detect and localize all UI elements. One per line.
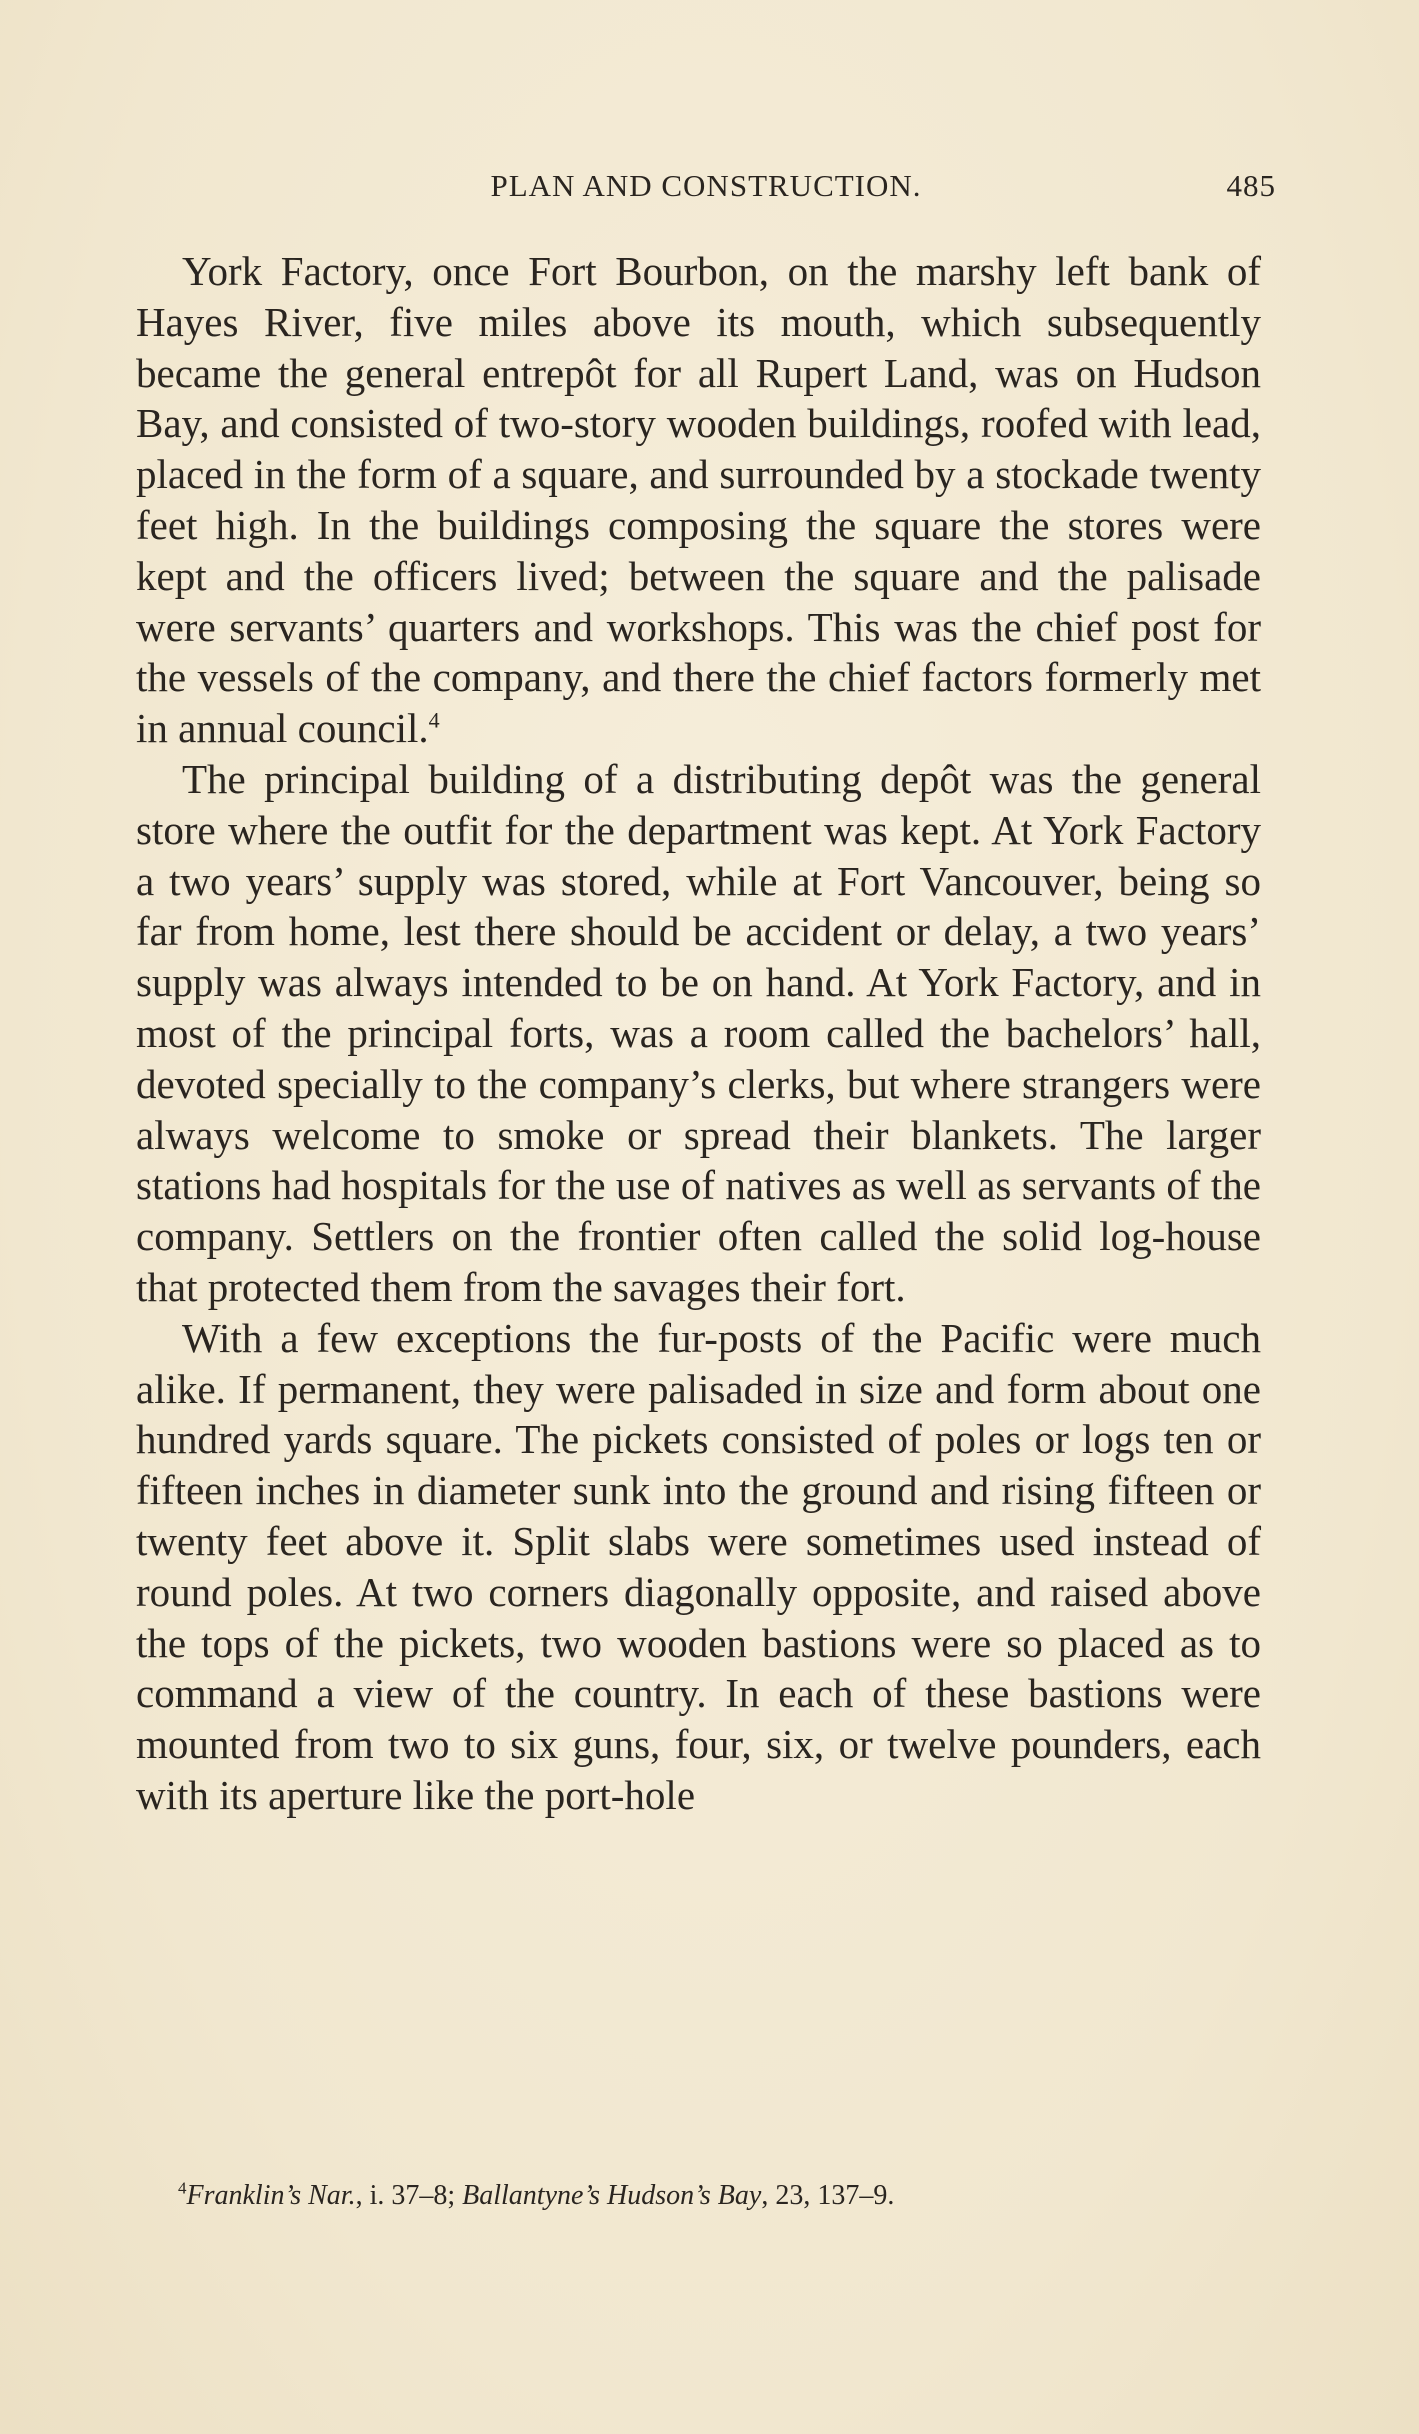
paragraph-general-store bbox=[136, 754, 1261, 1313]
running-head: PLAN AND CONSTRUCTION. bbox=[490, 168, 922, 203]
footnote-reference: 4 bbox=[428, 707, 440, 733]
footnote bbox=[178, 2178, 1258, 2214]
footnote-marker: 4 bbox=[178, 2178, 187, 2198]
footnote-ref-franklin: Franklin’s Nar. bbox=[186, 2180, 356, 2211]
paragraph-fur-posts bbox=[136, 1313, 1261, 1821]
paragraph-text: With a few exceptions the fur-posts of the Pacific were much alike. If permanent, they were palisaded in size and form about one hundred yards square. The pickets consisted of poles or logs ten or fifteen inches in diameter sunk into the ground and rising fifteen or twenty feet above it. Split slabs were sometimes used instead of round poles. At two corners diagonally opposite, and raised above the tops of the pickets, two wooden bastions were so placed as to command a view of the country. In each of these bastions were mounted from two to six guns, four, six, or twelve pounders, each with its aperture like the port-hole bbox=[136, 1314, 1261, 1818]
footnote-ref-ballantyne: Ballantyne’s Hudson’s Bay bbox=[462, 2180, 762, 2211]
paragraph-text: York Factory, once Fort Bourbon, on the marshy left bank of Hayes River, five miles above its mouth, which subsequently became the general entrepôt for all Rupert Land, was on Hudson Bay, and consisted of two-story wooden buildings, roofed with lead, placed in the form of a square, and surrounded by a stockade twenty feet high. In the buildings composing the square the stores were kept and the officers lived; between the square and the palisade were servants’ quarters and workshops. This was the chief post for the vessels of the company, and there the chief factors formerly met in annual council. bbox=[136, 248, 1261, 752]
footnote-loc-franklin: , i. 37–8; bbox=[355, 2180, 463, 2211]
footnote-loc-ballantyne: , 23, 137–9. bbox=[761, 2180, 895, 2211]
paragraph-york-factory bbox=[136, 246, 1261, 754]
body-text bbox=[136, 246, 1261, 1821]
paragraph-text: The principal building of a distributing depôt was the general store where the outfit for the department was kept. At York Factory a two years’ supply was stored, while at Fort Vancouver, being so far from home, lest there should be accident or delay, a two years’ supply was always intended to be on hand. At York Factory, and in most of the principal forts, was a room called the bachelors’ hall, devoted specially to the company’s clerks, but where strangers were always welcome to smoke or spread their blankets. The larger stations had hospitals for the use of natives as well as servants of the company. Settlers on the frontier often called the solid log-house that protected them from the savages their fort. bbox=[136, 755, 1261, 1310]
page-number: 485 bbox=[1226, 168, 1276, 203]
page-header bbox=[136, 168, 1276, 218]
